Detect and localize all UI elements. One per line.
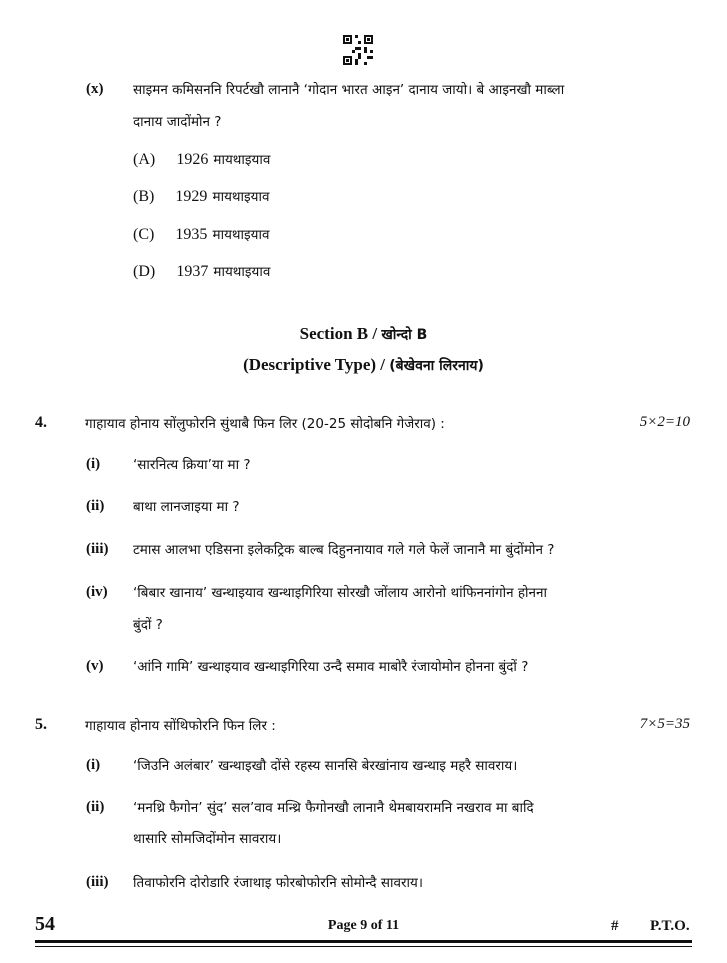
booklet-code: 54 (35, 913, 55, 935)
q4-item-text: ‘बिबार खानाय’ खन्थाइयाव खन्थाइगिरिया सोरखौ जोंलाय आरोनो थांफिननांगोन होनना (133, 585, 547, 601)
section-type-bodo: (बेखेवना लिरनाय) (389, 358, 484, 374)
q4-item-label: (v) (86, 658, 104, 674)
qr-code (343, 35, 373, 65)
option-label: (C) (133, 226, 155, 243)
q4-item-label: (iii) (86, 541, 109, 557)
option-label: (B) (133, 188, 155, 205)
question-4-number: 4. (35, 414, 47, 431)
hash-mark: # (611, 918, 619, 934)
question-x-text: साइमन कमिसननि रिपर्टखौ लानानै ‘गोदान भारत आइन’ दानाय जायो। बे आइनखौ माब्ला (133, 82, 565, 98)
option-suffix: मायथाइयाव (212, 189, 270, 205)
question-x-text-cont: दानाय जादोंमोन ? (133, 114, 222, 130)
q5-item-text: तिवाफोरनि दोरोडारि रंजाथाइ फोरबोफोरनि सोमोन्दै सावराय। (133, 875, 423, 891)
section-title (0, 324, 727, 344)
page-number: Page 9 of 11 (327, 918, 400, 933)
q5-item-text-cont: थासारि सोमजिदोंमोन सावराय। (133, 831, 282, 847)
q4-item-text: बाथा लानजाइया मा ? (133, 499, 240, 515)
option-a (133, 149, 270, 169)
section-title-bodo: खोन्दो B (381, 327, 428, 343)
question-4-text: गाहायाव होनाय सोंलुफोरनि सुंथाबै फिन लिर (20-25 सोदोबनि गेजेराव) : (85, 416, 445, 432)
option-suffix: मायथाइयाव (213, 152, 271, 168)
option-year: 1926 (176, 151, 209, 168)
section-type (0, 355, 727, 375)
q5-item-label: (ii) (86, 799, 105, 815)
option-label: (A) (133, 151, 156, 168)
option-b (133, 186, 270, 206)
q4-item-text: ‘सारनित्य क्रिया’या मा ? (133, 457, 251, 473)
q4-item-text: टमास आलभा एडिसना इलेकट्रिक बाल्ब दिहुननायाव गले गले फेलें जानानै मा बुंदोंमोन ? (133, 542, 555, 558)
option-c (133, 224, 270, 244)
footer-rule-thick (35, 940, 692, 943)
q4-item-label: (ii) (86, 498, 105, 514)
footer-rule-thin (35, 946, 692, 947)
option-suffix: मायथाइयाव (212, 227, 270, 243)
q4-item-text: ‘आंनि गामि’ खन्थाइयाव खन्थाइगिरिया उन्दै समाव माबोरै रंजायोमोन होनना बुंदों ? (133, 659, 529, 675)
question-5-text: गाहायाव होनाय सोंथिफोरनि फिन लिर : (85, 718, 276, 734)
question-5-number: 5. (35, 716, 47, 733)
q5-item-text: ‘मनथ्रि फैगोन’ सुंद’ सल’वाव मन्थ्रि फैगोनखौ लानानै थेमबायरामनि नखराव मा बादि (133, 800, 534, 816)
q5-item-text: ‘जिउनि अलंबार’ खन्थाइखौ दोंसे रहस्य सानसि बेरखांनाय खन्थाइ महरै सावराय। (133, 758, 518, 774)
option-year: 1929 (175, 188, 208, 205)
question-4-marks: 5×2=10 (639, 414, 690, 430)
question-5-marks: 7×5=35 (639, 716, 690, 732)
q4-item-label: (iv) (86, 584, 108, 600)
option-suffix: मायथाइयाव (213, 264, 271, 280)
section-title-en: Section B / (299, 324, 382, 343)
option-year: 1937 (176, 263, 209, 280)
pto-label: P.T.O. (650, 918, 690, 934)
option-year: 1935 (175, 226, 208, 243)
q4-item-label: (i) (86, 456, 101, 472)
section-type-en: (Descriptive Type) / (243, 355, 390, 374)
q4-item-text-cont: बुंदों ? (133, 617, 163, 633)
question-x-label: (x) (86, 81, 104, 97)
option-d (133, 261, 270, 281)
q5-item-label: (i) (86, 757, 101, 773)
option-label: (D) (133, 263, 156, 280)
q5-item-label: (iii) (86, 874, 109, 890)
